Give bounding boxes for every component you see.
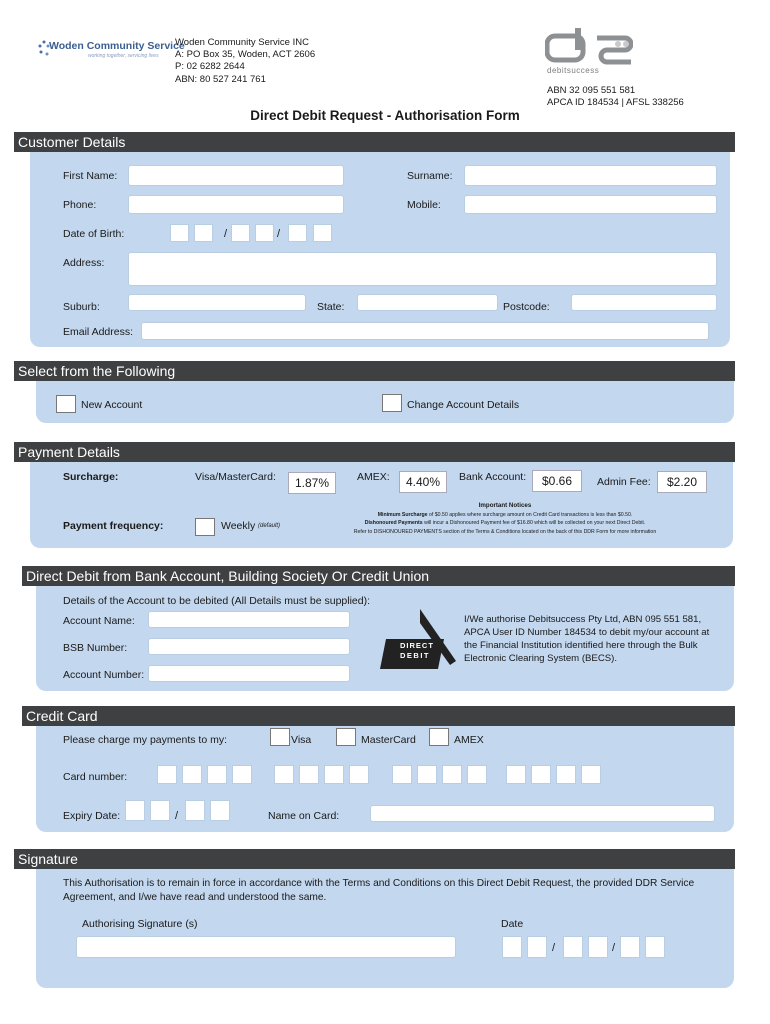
- card-number-digit-2[interactable]: [182, 765, 202, 784]
- new-account-checkbox[interactable]: [56, 395, 76, 413]
- signature-header: Signature: [14, 849, 735, 869]
- ds-logo-icon: [545, 28, 633, 68]
- frequency-label: Payment frequency:: [63, 520, 164, 532]
- card-number-digit-12[interactable]: [467, 765, 487, 784]
- weekly-checkbox[interactable]: [195, 518, 215, 536]
- card-number-digit-6[interactable]: [299, 765, 319, 784]
- form-title: Direct Debit Request - Authorisation Form: [250, 108, 520, 123]
- email-field[interactable]: [141, 322, 709, 340]
- mastercard-label: MasterCard: [361, 734, 416, 746]
- dob-year-1[interactable]: [288, 224, 307, 242]
- card-number-digit-11[interactable]: [442, 765, 462, 784]
- bank-authorisation: I/We authorise Debitsuccess Pty Ltd, ABN 095 551 581, APCA User ID Number 184534 to debit my/our account at the Financial Institution identified here through the Bulk Electronic Clearing System (BECS).: [464, 614, 710, 664]
- email-label: Email Address:: [63, 326, 134, 338]
- direct-debit-icon: [380, 607, 460, 671]
- card-number-digit-9[interactable]: [392, 765, 412, 784]
- sig-date-slash-1: /: [552, 942, 556, 954]
- expiry-label: Expiry Date:: [63, 810, 121, 822]
- admin-rate: $2.20: [657, 471, 707, 493]
- sig-date-year-2[interactable]: [645, 936, 665, 958]
- org-phone: P: 02 6282 2644: [175, 61, 245, 73]
- dob-slash-2: /: [277, 228, 281, 240]
- expiry-year-1[interactable]: [185, 800, 205, 821]
- bank-header: Direct Debit from Bank Account, Building Society Or Credit Union: [22, 566, 735, 586]
- card-number-digit-3[interactable]: [207, 765, 227, 784]
- org-abn: ABN: 80 527 241 761: [175, 73, 266, 85]
- card-number-digit-13[interactable]: [506, 765, 526, 784]
- amex-label: AMEX:: [357, 471, 390, 483]
- org-address: A: PO Box 35, Woden, ACT 2606: [175, 49, 316, 61]
- date-label: Date: [501, 918, 524, 930]
- suburb-field[interactable]: [128, 294, 306, 311]
- admin-label: Admin Fee:: [597, 476, 651, 488]
- signature-text: This Authorisation is to remain in force in accordance with the Terms and Conditions on this Direct Debit Request, the provided DDR Service Agreement, and I/we have read and understood the same.: [63, 878, 695, 903]
- change-account-label: Change Account Details: [407, 399, 520, 411]
- name-on-card-field[interactable]: [370, 805, 715, 822]
- ds-apca: APCA ID 184534 | AFSL 338256: [547, 97, 684, 108]
- card-number-label: Card number:: [63, 771, 128, 783]
- important-notices: [320, 502, 690, 536]
- dob-month-1[interactable]: [231, 224, 250, 242]
- dob-label: Date of Birth:: [63, 228, 125, 240]
- account-name-field[interactable]: [148, 611, 350, 628]
- card-number-digit-7[interactable]: [324, 765, 344, 784]
- state-label: State:: [317, 301, 345, 313]
- card-number-digit-10[interactable]: [417, 765, 437, 784]
- sig-date-month-2[interactable]: [588, 936, 608, 958]
- first-name-label: First Name:: [63, 170, 118, 182]
- woden-logo-text: Woden Community Service: [49, 40, 185, 52]
- dd-logo-line1: DIRECT: [400, 641, 434, 650]
- sig-date-year-1[interactable]: [620, 936, 640, 958]
- debitsuccess-logo: [545, 28, 635, 76]
- notice-2: Dishonoured Payments will incur a Dishonoured Payment fee of $16.80 which will be collected on your next Direct Debit.: [364, 520, 646, 526]
- notice-3: Refer to DISHONOURED PAYMENTS section of the Terms & Conditions located on the back of this DDR Form for more information: [353, 528, 657, 535]
- dob-year-2[interactable]: [313, 224, 332, 242]
- amex-card-label: AMEX: [454, 734, 484, 746]
- sig-date-day-1[interactable]: [502, 936, 522, 958]
- dob-slash-1: /: [224, 228, 228, 240]
- bsb-label: BSB Number:: [63, 642, 128, 654]
- state-field[interactable]: [357, 294, 498, 311]
- visa-checkbox[interactable]: [270, 728, 290, 746]
- mobile-field[interactable]: [464, 195, 717, 214]
- account-number-field[interactable]: [148, 665, 350, 682]
- sig-date-day-2[interactable]: [527, 936, 547, 958]
- payment-header: Payment Details: [14, 442, 735, 462]
- postcode-label: Postcode:: [503, 301, 550, 313]
- notice-1: Minimum Surcharge of $0.50 applies where surcharge amount on Credit Card transactions is less than $0.50.: [377, 511, 633, 518]
- visa-mc-rate: 1.87%: [288, 472, 336, 494]
- amex-checkbox[interactable]: [429, 728, 449, 746]
- ds-logo-text: debitsuccess: [547, 66, 600, 75]
- customer-header: Customer Details: [14, 132, 735, 152]
- dob-day-2[interactable]: [194, 224, 213, 242]
- expiry-month-2[interactable]: [150, 800, 170, 821]
- expiry-year-2[interactable]: [210, 800, 230, 821]
- card-number-digit-8[interactable]: [349, 765, 369, 784]
- visa-label: Visa: [291, 734, 312, 746]
- postcode-field[interactable]: [571, 294, 717, 311]
- card-header: Credit Card: [22, 706, 735, 726]
- card-number-digit-16[interactable]: [581, 765, 601, 784]
- expiry-slash: /: [175, 810, 179, 822]
- visa-mc-label: Visa/MasterCard:: [195, 471, 276, 483]
- phone-field[interactable]: [128, 195, 344, 214]
- surname-label: Surname:: [407, 170, 453, 182]
- mastercard-checkbox[interactable]: [336, 728, 356, 746]
- expiry-month-1[interactable]: [125, 800, 145, 821]
- surname-field[interactable]: [464, 165, 717, 186]
- address-label: Address:: [63, 257, 105, 269]
- card-number-digit-15[interactable]: [556, 765, 576, 784]
- dob-day-1[interactable]: [170, 224, 189, 242]
- change-account-checkbox[interactable]: [382, 394, 402, 412]
- mobile-label: Mobile:: [407, 199, 441, 211]
- charge-label: Please charge my payments to my:: [63, 734, 227, 746]
- sig-date-month-1[interactable]: [563, 936, 583, 958]
- weekly-label: Weekly: [221, 520, 256, 532]
- ds-details: [547, 85, 684, 109]
- card-number-digit-4[interactable]: [232, 765, 252, 784]
- ds-abn: ABN 32 095 551 581: [547, 85, 636, 96]
- sig-date-slash-2: /: [612, 942, 616, 954]
- select-header: Select from the Following: [14, 361, 735, 381]
- org-name: Woden Community Service INC: [175, 37, 309, 48]
- card-number-digit-14[interactable]: [531, 765, 551, 784]
- bsb-field[interactable]: [148, 638, 350, 655]
- card-number-digit-5[interactable]: [274, 765, 294, 784]
- signature-label: Authorising Signature (s): [82, 918, 198, 930]
- amex-rate: 4.40%: [399, 471, 447, 493]
- direct-debit-logo: [380, 607, 460, 671]
- woden-logo-tagline: working together, servicing lives: [88, 53, 159, 59]
- woden-logo: [38, 37, 185, 61]
- suburb-label: Suburb:: [63, 301, 100, 313]
- account-number-label: Account Number:: [63, 669, 145, 681]
- surcharge-label: Surcharge:: [63, 471, 119, 483]
- name-on-card-label: Name on Card:: [268, 810, 340, 822]
- card-number-digit-1[interactable]: [157, 765, 177, 784]
- dd-logo-line2: DEBIT: [400, 651, 430, 660]
- new-account-label: New Account: [81, 399, 143, 411]
- notices-title: Important Notices: [478, 502, 532, 509]
- bank-details-label: Details of the Account to be debited (All Details must be supplied):: [63, 595, 371, 607]
- account-name-label: Account Name:: [63, 615, 135, 627]
- weekly-note: (default): [258, 523, 281, 529]
- bank-label: Bank Account:: [459, 471, 527, 483]
- phone-label: Phone:: [63, 199, 97, 211]
- address-field[interactable]: [128, 252, 717, 286]
- signature-field[interactable]: [76, 936, 456, 958]
- first-name-field[interactable]: [128, 165, 344, 186]
- org-details: [175, 37, 315, 86]
- bank-rate: $0.66: [532, 470, 582, 492]
- dob-month-2[interactable]: [255, 224, 274, 242]
